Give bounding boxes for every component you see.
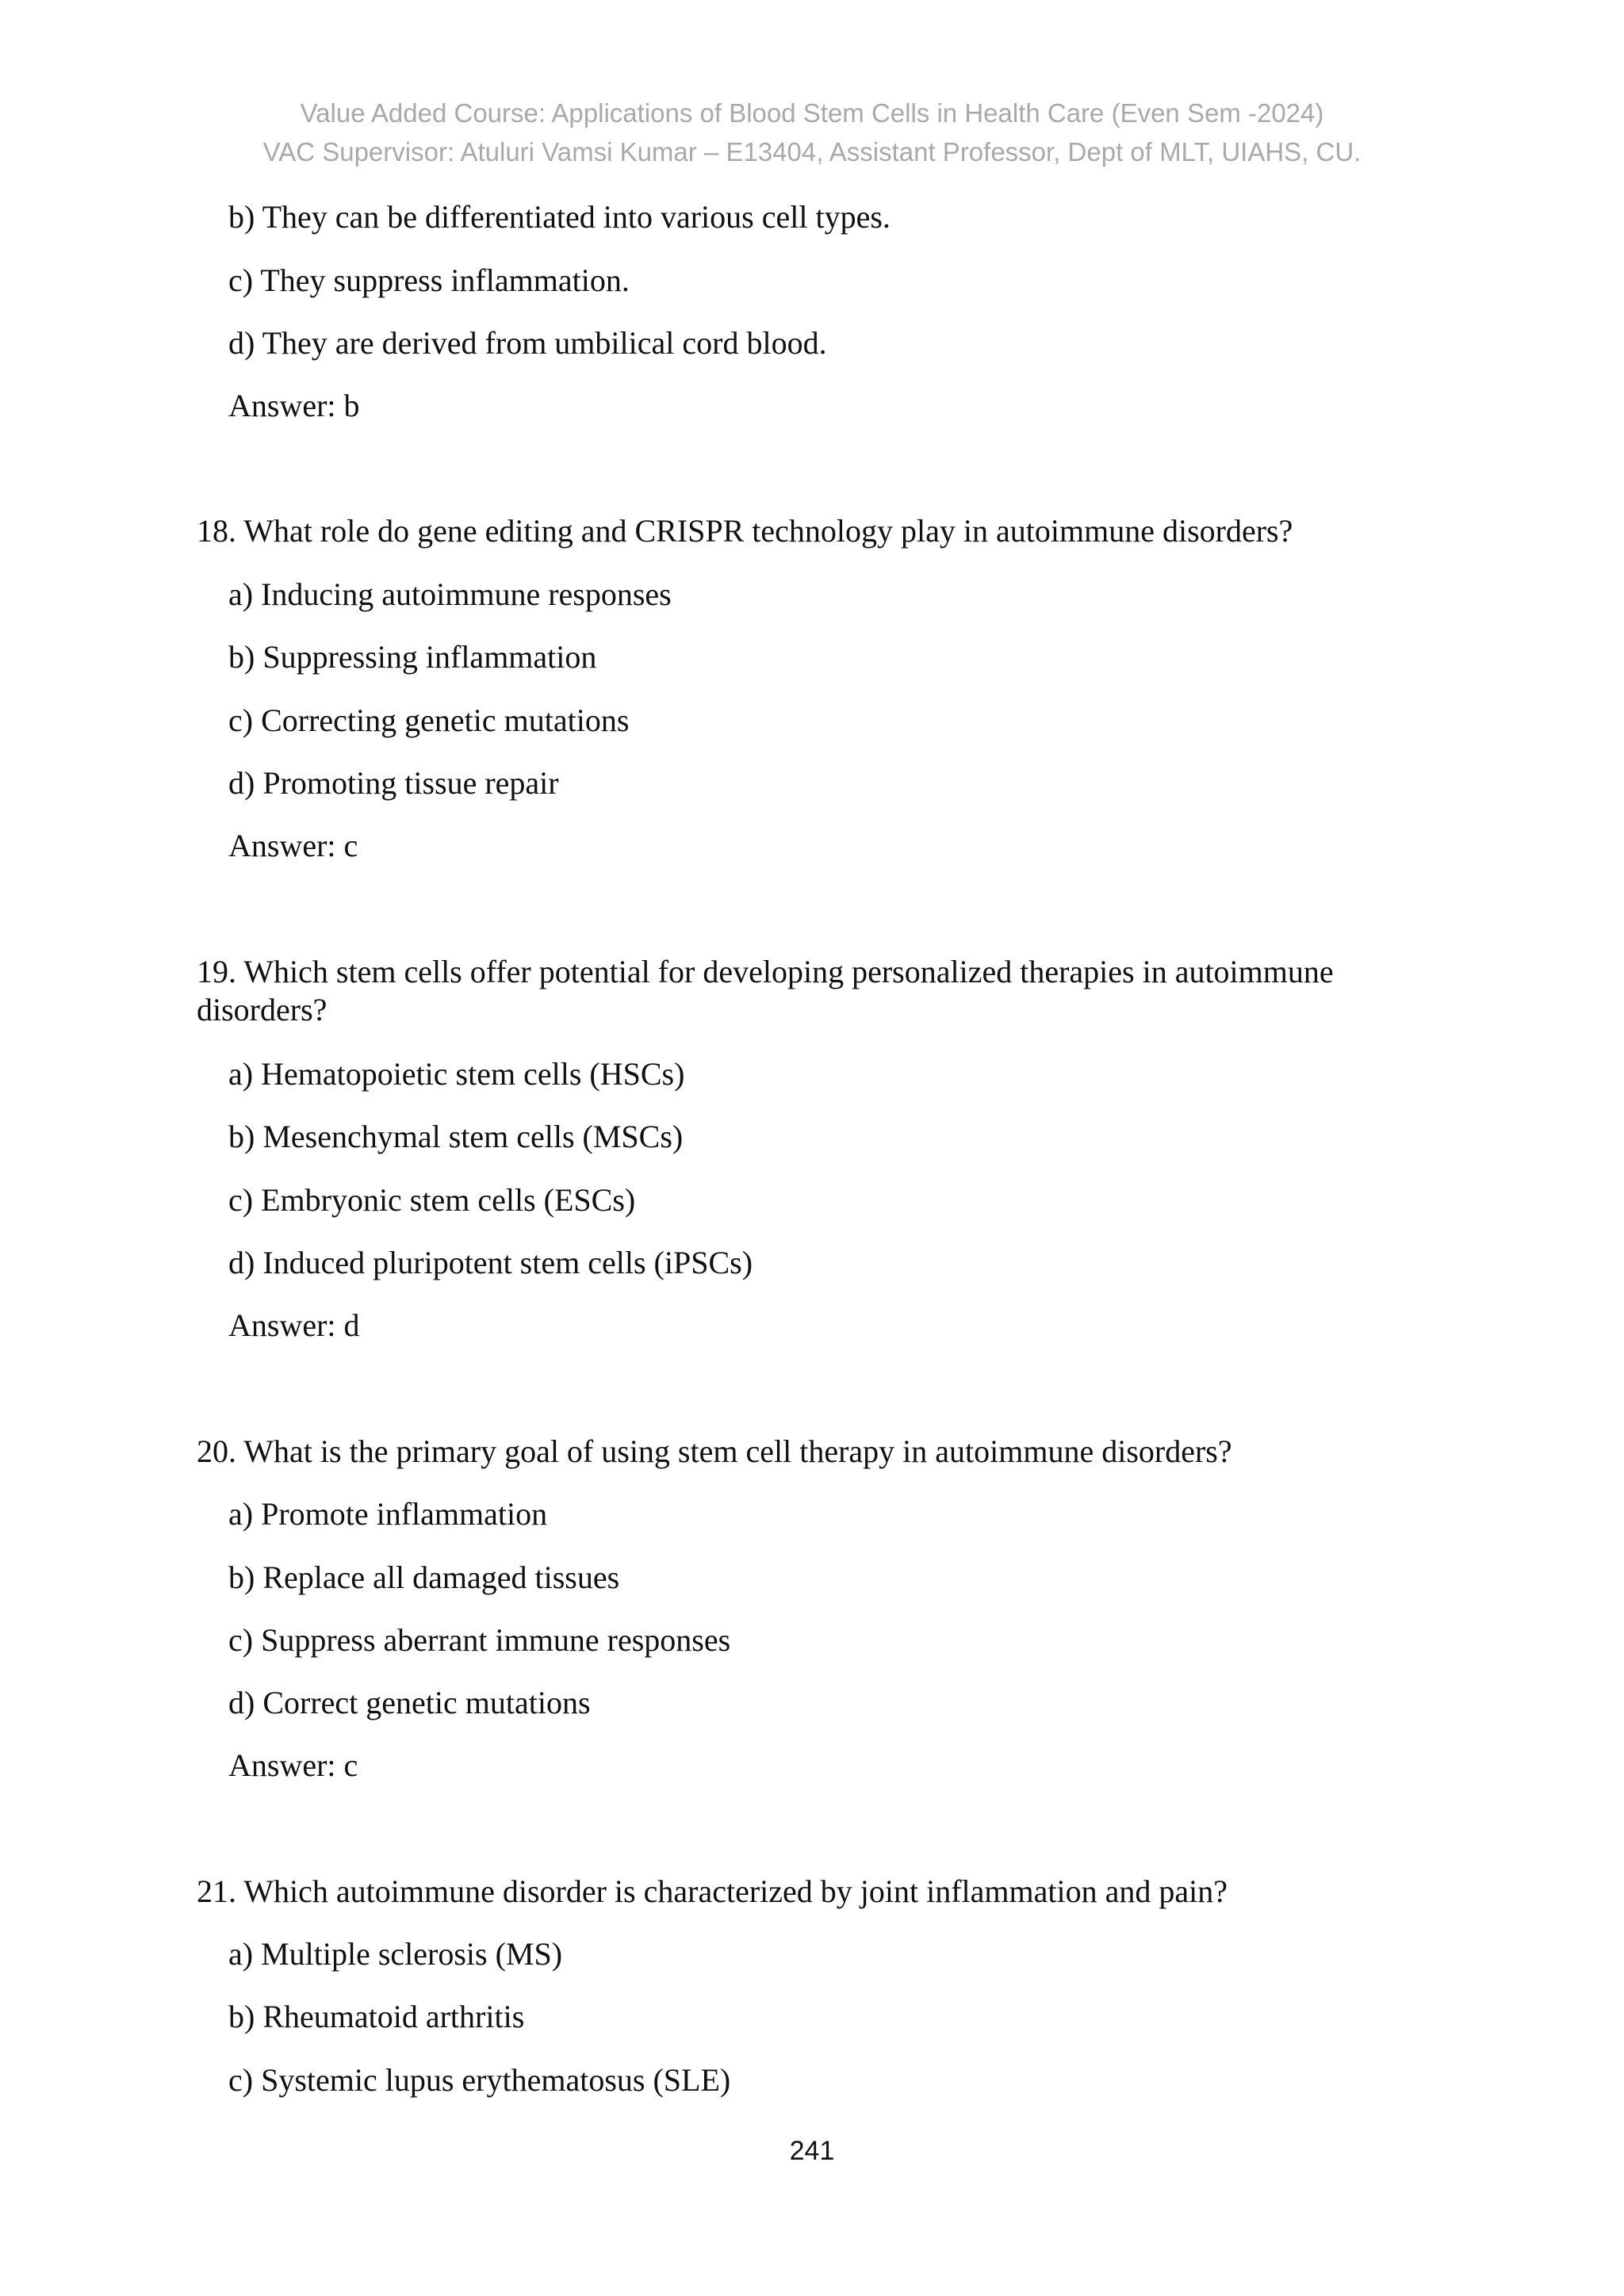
header-supervisor: VAC Supervisor: Atuluri Vamsi Kumar – E13404, Assistant Professor, Dept of MLT, UIAHS, CU.: [262, 137, 1362, 166]
q20-option-a: a) Promote inflammation: [228, 1496, 548, 1532]
q20-option-b: b) Replace all damaged tissues: [228, 1559, 620, 1595]
q19-option-b: b) Mesenchymal stem cells (MSCs): [228, 1119, 684, 1154]
q17-option-c: c) They suppress inflammation.: [228, 262, 630, 298]
q20-option-d: d) Correct genetic mutations: [228, 1685, 591, 1720]
q20-answer: Answer: c: [228, 1747, 358, 1783]
q18-option-d: d) Promoting tissue repair: [228, 765, 559, 801]
q18-question: 18. What role do gene editing and CRISPR technology play in autoimmune disorders?: [197, 513, 1293, 549]
q21-option-c: c) Systemic lupus erythematosus (SLE): [228, 2062, 731, 2098]
q17-option-b: b) They can be differentiated into various cell types.: [228, 199, 891, 235]
q21-option-b: b) Rheumatoid arthritis: [228, 1999, 525, 2034]
q19-answer: Answer: d: [228, 1307, 360, 1343]
q17-answer: Answer: b: [228, 388, 360, 423]
q21-question: 21. Which autoimmune disorder is characterized by joint inflammation and pain?: [197, 1873, 1228, 1909]
q20-question: 20. What is the primary goal of using stem cell therapy in autoimmune disorders?: [197, 1433, 1232, 1469]
q20-option-c: c) Suppress aberrant immune responses: [228, 1622, 731, 1658]
q19-question: 19. Which stem cells offer potential for developing personalized therapies in autoimmune disorders?: [197, 954, 1334, 1027]
header-course-title: Value Added Course: Applications of Blood Stem Cells in Health Care (Even Sem -2024): [300, 98, 1324, 128]
page-number: 241: [789, 2136, 835, 2166]
q18-answer: Answer: c: [228, 828, 358, 863]
q18-option-b: b) Suppressing inflammation: [228, 639, 597, 675]
q18-option-c: c) Correcting genetic mutations: [228, 702, 630, 738]
q19-option-d: d) Induced pluripotent stem cells (iPSCs): [228, 1245, 753, 1280]
q21-option-a: a) Multiple sclerosis (MS): [228, 1936, 563, 1972]
q17-option-d: d) They are derived from umbilical cord blood.: [228, 325, 827, 361]
q19-option-a: a) Hematopoietic stem cells (HSCs): [228, 1056, 685, 1092]
q19-option-c: c) Embryonic stem cells (ESCs): [228, 1182, 636, 1218]
page-header: [0, 94, 1624, 171]
q18-option-a: a) Inducing autoimmune responses: [228, 576, 672, 612]
